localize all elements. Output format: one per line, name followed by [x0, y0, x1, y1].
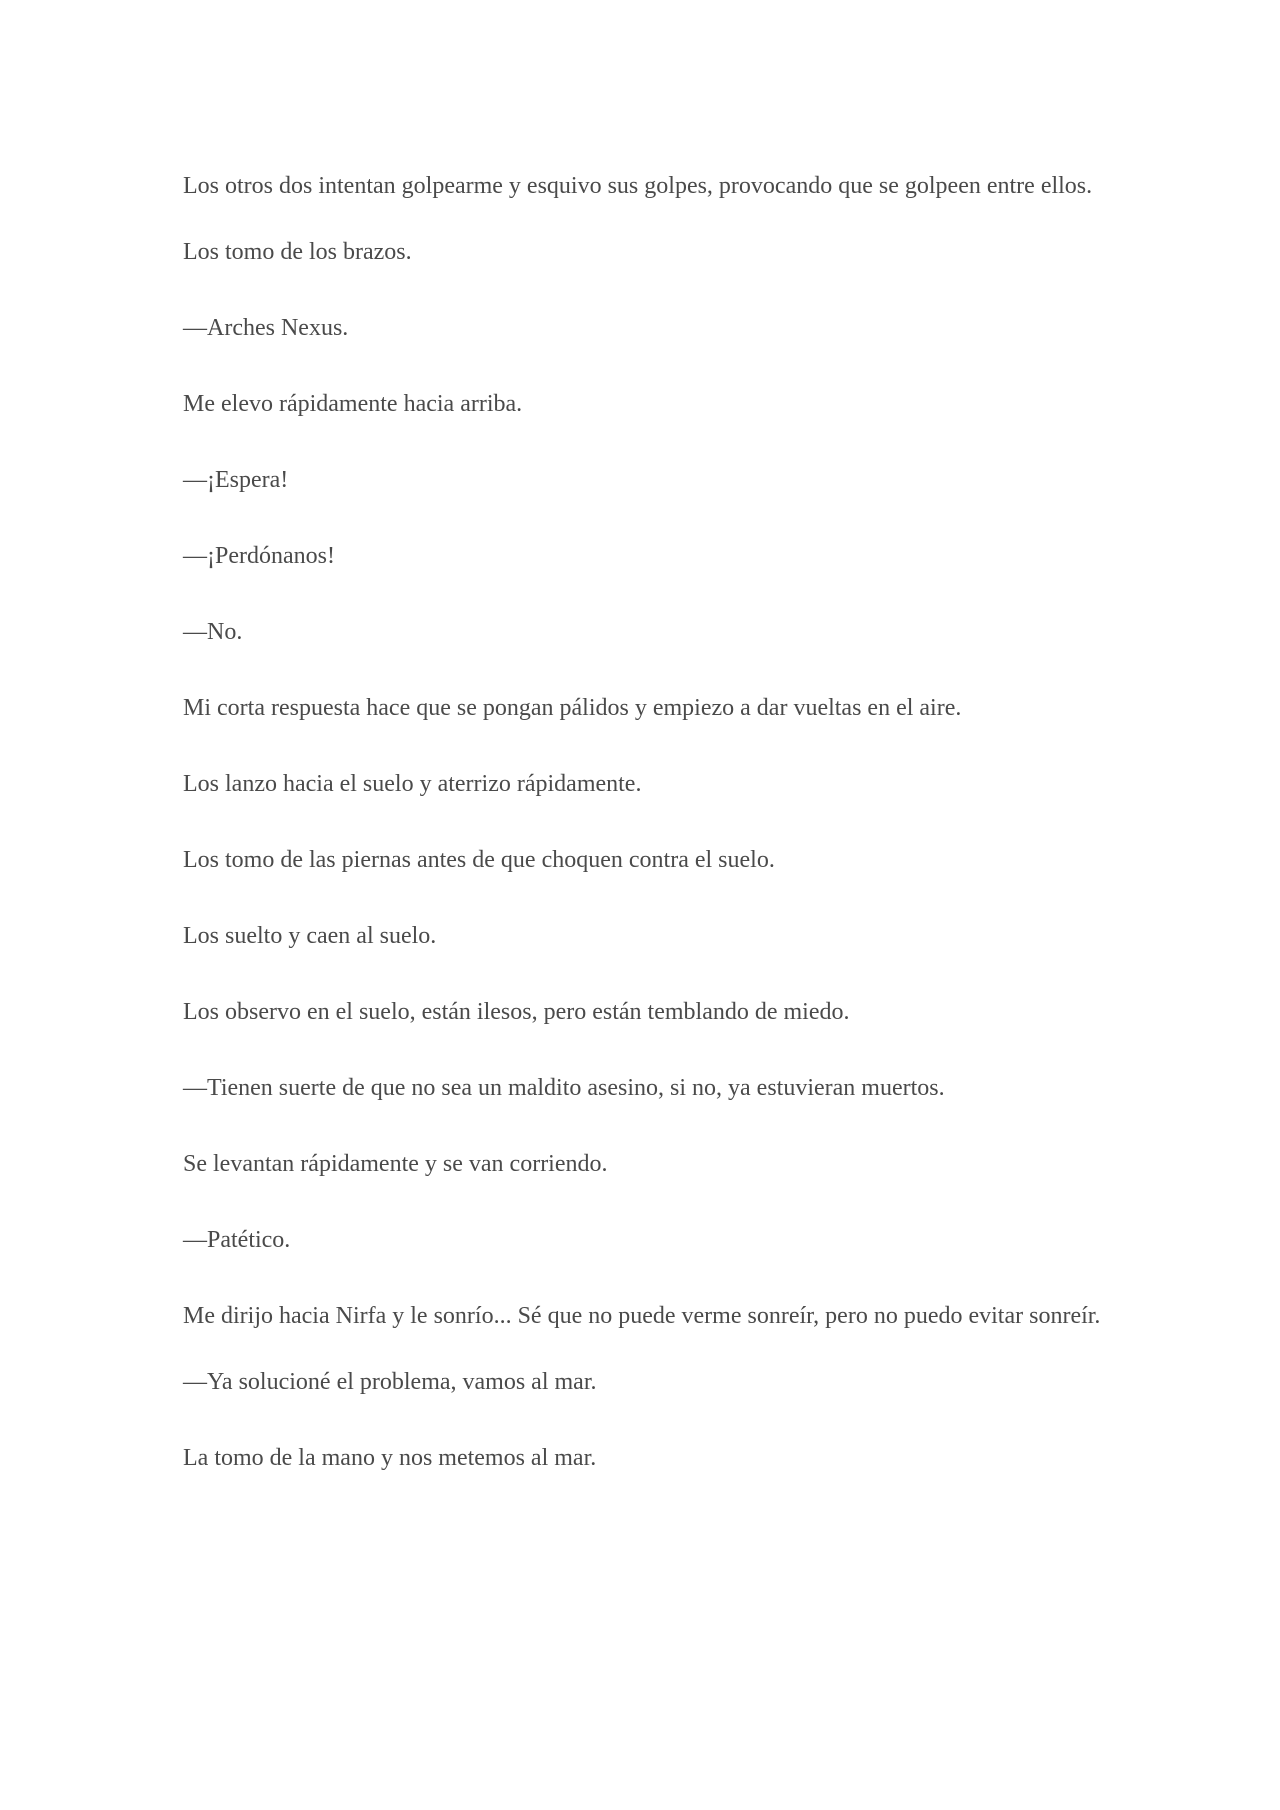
paragraph-12: Los observo en el suelo, están ilesos, pero están temblando de miedo. — [183, 999, 850, 1025]
paragraph-10: Los tomo de las piernas antes de que choquen contra el suelo. — [183, 847, 775, 873]
paragraph-2: Los tomo de los brazos. — [183, 239, 412, 265]
paragraph-16: Me dirijo hacia Nirfa y le sonrío... Sé que no puede verme sonreír, pero no puedo evitar sonreír. — [183, 1303, 1101, 1329]
paragraph-8: Mi corta respuesta hace que se pongan pálidos y empiezo a dar vueltas en el aire. — [183, 695, 962, 721]
paragraph-11: Los suelto y caen al suelo. — [183, 923, 437, 949]
paragraph-1: Los otros dos intentan golpearme y esquivo sus golpes, provocando que se golpeen entre ellos. — [183, 173, 1093, 199]
paragraph-9: Los lanzo hacia el suelo y aterrizo rápidamente. — [183, 771, 642, 797]
paragraph-17: —Ya solucioné el problema, vamos al mar. — [183, 1369, 597, 1395]
paragraph-15: —Patético. — [183, 1227, 291, 1253]
paragraph-3: —Arches Nexus. — [183, 315, 349, 341]
document-body — [183, 170, 1113, 1504]
paragraph-18: La tomo de la mano y nos metemos al mar. — [183, 1445, 597, 1471]
paragraph-5: —¡Espera! — [183, 467, 289, 493]
paragraph-6: —¡Perdónanos! — [183, 543, 335, 569]
paragraph-4: Me elevo rápidamente hacia arriba. — [183, 391, 523, 417]
paragraph-13: —Tienen suerte de que no sea un maldito asesino, si no, ya estuvieran muertos. — [183, 1075, 945, 1101]
paragraph-14: Se levantan rápidamente y se van corriendo. — [183, 1151, 608, 1177]
paragraph-7: —No. — [183, 619, 243, 645]
